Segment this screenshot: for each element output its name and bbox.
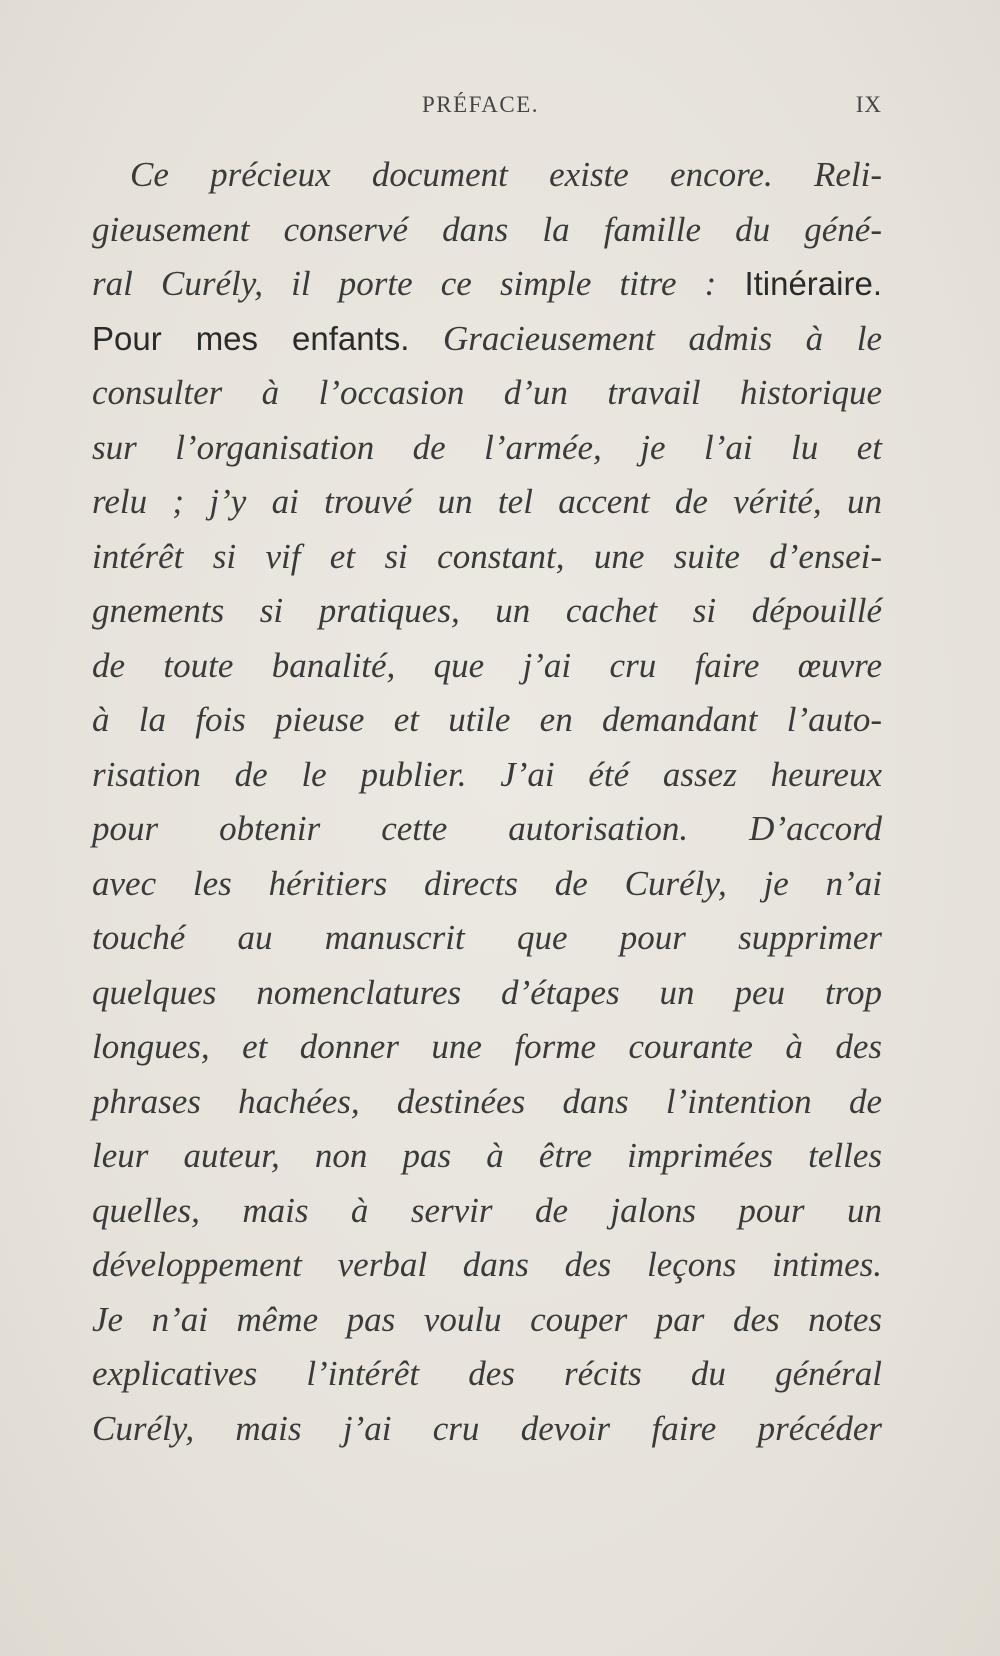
text-line: à la fois pieuse et utile en demandant l’auto- <box>92 700 882 739</box>
page-header <box>92 92 882 132</box>
text-line: longues, et donner une forme courante à des <box>92 1027 882 1066</box>
text-line: consulter à l’occasion d’un travail historique <box>92 373 882 412</box>
text-line: touché au manuscrit que pour supprimer <box>92 918 882 957</box>
running-title: PRÉFACE. <box>422 92 540 117</box>
text-line: ral Curély, il porte ce simple titre : Itinéraire. <box>92 264 882 303</box>
text-line: explicatives l’intérêt des récits du général <box>92 1354 882 1393</box>
text-line: Ce précieux document existe encore. Reli- <box>130 155 882 194</box>
text-line: pour obtenir cette autorisation. D’accord <box>92 809 882 848</box>
text-line: risation de le publier. J’ai été assez heureux <box>92 754 882 794</box>
text-line: Je n’ai même pas voulu couper par des notes <box>92 1299 882 1339</box>
page-number: IX <box>855 92 882 117</box>
body-text <box>92 148 882 1456</box>
text-line: Pour mes enfants. Gracieusement admis à le <box>92 318 882 358</box>
text-line: gieusement conservé dans la famille du géné- <box>92 209 882 249</box>
title-roman-text: Pour mes enfants. <box>92 319 410 357</box>
text-line: phrases hachées, destinées dans l’intention de <box>92 1081 882 1121</box>
text-line: sur l’organisation de l’armée, je l’ai lu et <box>92 427 882 467</box>
text-line: gnements si pratiques, un cachet si dépouillé <box>92 591 882 630</box>
text-line: quelles, mais à servir de jalons pour un <box>92 1190 882 1230</box>
text-line: avec les héritiers directs de Curély, je n’ai <box>92 863 882 903</box>
text-line: développement verbal dans des leçons intimes. <box>92 1245 882 1284</box>
title-roman-text: Itinéraire. <box>744 265 882 302</box>
text-line: quelques nomenclatures d’étapes un peu trop <box>92 972 882 1012</box>
text-line: leur auteur, non pas à être imprimées telles <box>92 1136 882 1175</box>
text-line: Curély, mais j’ai cru devoir faire précéder <box>92 1408 882 1448</box>
text-line: de toute banalité, que j’ai cru faire œuvre <box>92 645 882 685</box>
text-line: relu ; j’y ai trouvé un tel accent de vérité, un <box>92 482 882 521</box>
text-line: intérêt si vif et si constant, une suite d’ensei- <box>92 536 882 576</box>
